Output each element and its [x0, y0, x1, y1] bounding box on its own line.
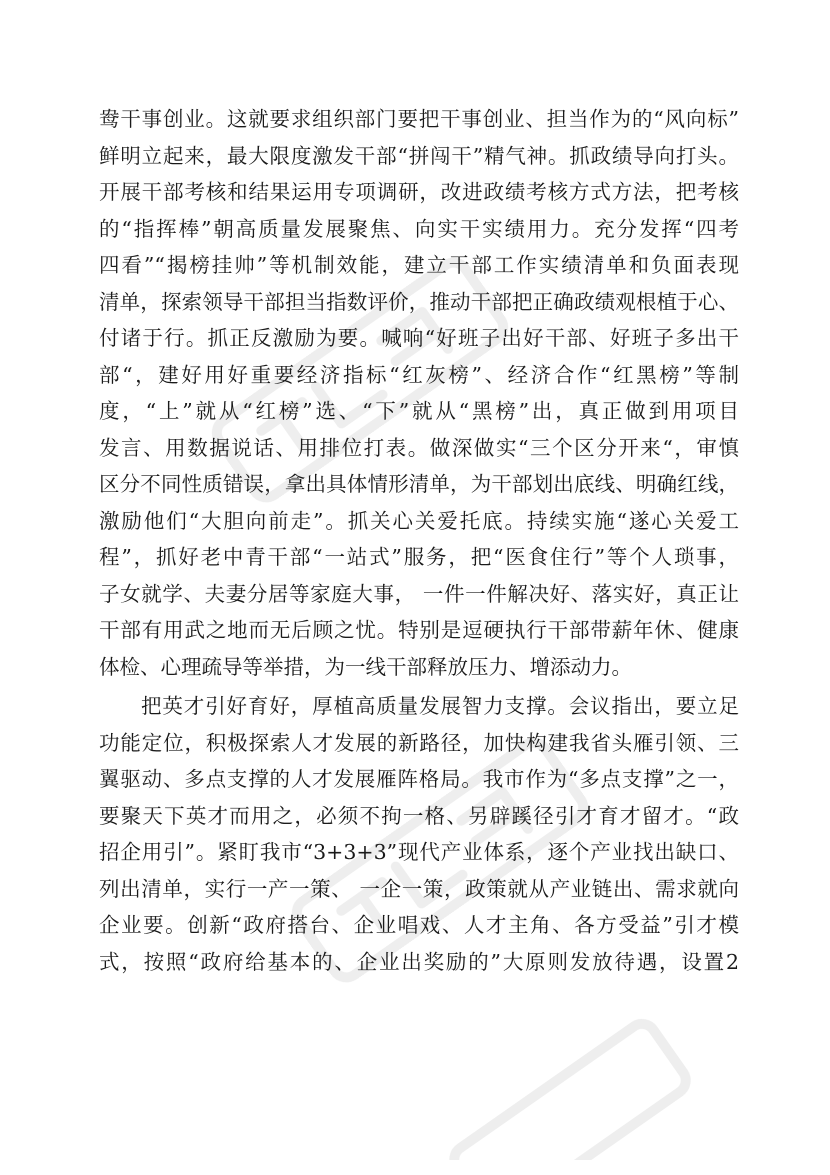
paragraph-1-line-5: 四看”“揭榜挂帅”等机制效能，建立干部工作实绩清单和负面表现 — [99, 253, 739, 277]
paragraph-1-line-3: 开展干部考核和结果运用专项调研，改进政绩考核方式方法，把考核 — [99, 180, 739, 204]
paragraph-1-line-15: 干部有用武之地而无后顾之忧。特别是逗硬执行干部带薪年休、健康 — [99, 618, 739, 642]
paragraph-1-line-16: 体检、心理疏导等举措，为一线干部释放压力、增添动力。 — [99, 654, 632, 679]
paragraph-2-line-5: 招企用引”。紧盯我市“3+3+3”现代产业体系，逐个产业找出缺口、 — [99, 840, 739, 864]
paragraph-1-line-2: 鲜明立起来，最大限度激发干部“拼闯干”精气神。抓政绩导向打头。 — [99, 143, 739, 168]
paragraph-1-line-11: 区分不同性质错误，拿出具体情形清单，为干部划出底线、明确红线， — [99, 472, 739, 496]
paragraph-1-line-1: 鸯干事创业。这就要求组织部门要把干事创业、担当作为的“风向标” — [99, 107, 739, 131]
paragraph-1-line-7: 付诸于行。抓正反激励为要。喊响“好班子出好干部、好班子多出干 — [99, 326, 739, 350]
paragraph-2-line-3: 翼驱动、多点支撑的人才发展雁阵格局。我市作为“多点支撑”之一， — [99, 767, 739, 791]
paragraph-1-line-8: 部“，建好用好重要经济指标“红灰榜”、经济合作“红黑榜”等制 — [99, 362, 739, 387]
paragraph-1-line-13: 程”，抓好老中青干部“一站式”服务，把“医食住行”等个人琐事， — [99, 545, 739, 569]
body-text — [99, 101, 739, 980]
paragraph-1-line-9: 度，“上”就从“红榜”选、“下”就从“黑榜”出，真正做到用项目 — [99, 399, 739, 423]
paragraph-1-line-14: 子女就学、夫妻分居等家庭大事， 一件一件解决好、落实好，真正让 — [99, 581, 739, 606]
paragraph-1-line-12: 激励他们“大胆向前走”。抓关心关爱托底。持续实施“遂心关爱工 — [99, 508, 739, 533]
paragraph-1-line-4: 的“指挥棒”朝高质量发展聚焦、向实干实绩用力。充分发挥“四考 — [99, 216, 739, 241]
paragraph-2-line-4: 要聚天下英才而用之，必须不拘一格、另辟蹊径引才育才留才。“政 — [99, 803, 739, 828]
paragraph-2-line-2: 功能定位，积极探索人才发展的新路径，加快构建我省头雁引领、三 — [99, 730, 739, 755]
paragraph-1-line-10: 发言、用数据说话、用排位打表。做深做实“三个区分开来“，审慎 — [99, 435, 739, 460]
paragraph-2-line-8: 式，按照“政府给基本的、企业出奖励的”大原则发放待遇，设置2 — [99, 949, 739, 974]
paragraph-1-line-6: 清单，探索领导干部担当指数评价，推动干部把正确政绩观根植于心、 — [99, 289, 739, 314]
paragraph-2-line-1: 把英才引好育好，厚植高质量发展智力支撑。会议指出，要立足 — [141, 694, 739, 718]
paragraph-2-line-7: 企业要。创新“政府搭台、企业唱戏、人才主角、各方受益”引才模 — [99, 913, 739, 937]
paragraph-2-line-6: 列出清单，实行一产一策、 一企一策，政策就从产业链出、需求就向 — [99, 876, 739, 901]
